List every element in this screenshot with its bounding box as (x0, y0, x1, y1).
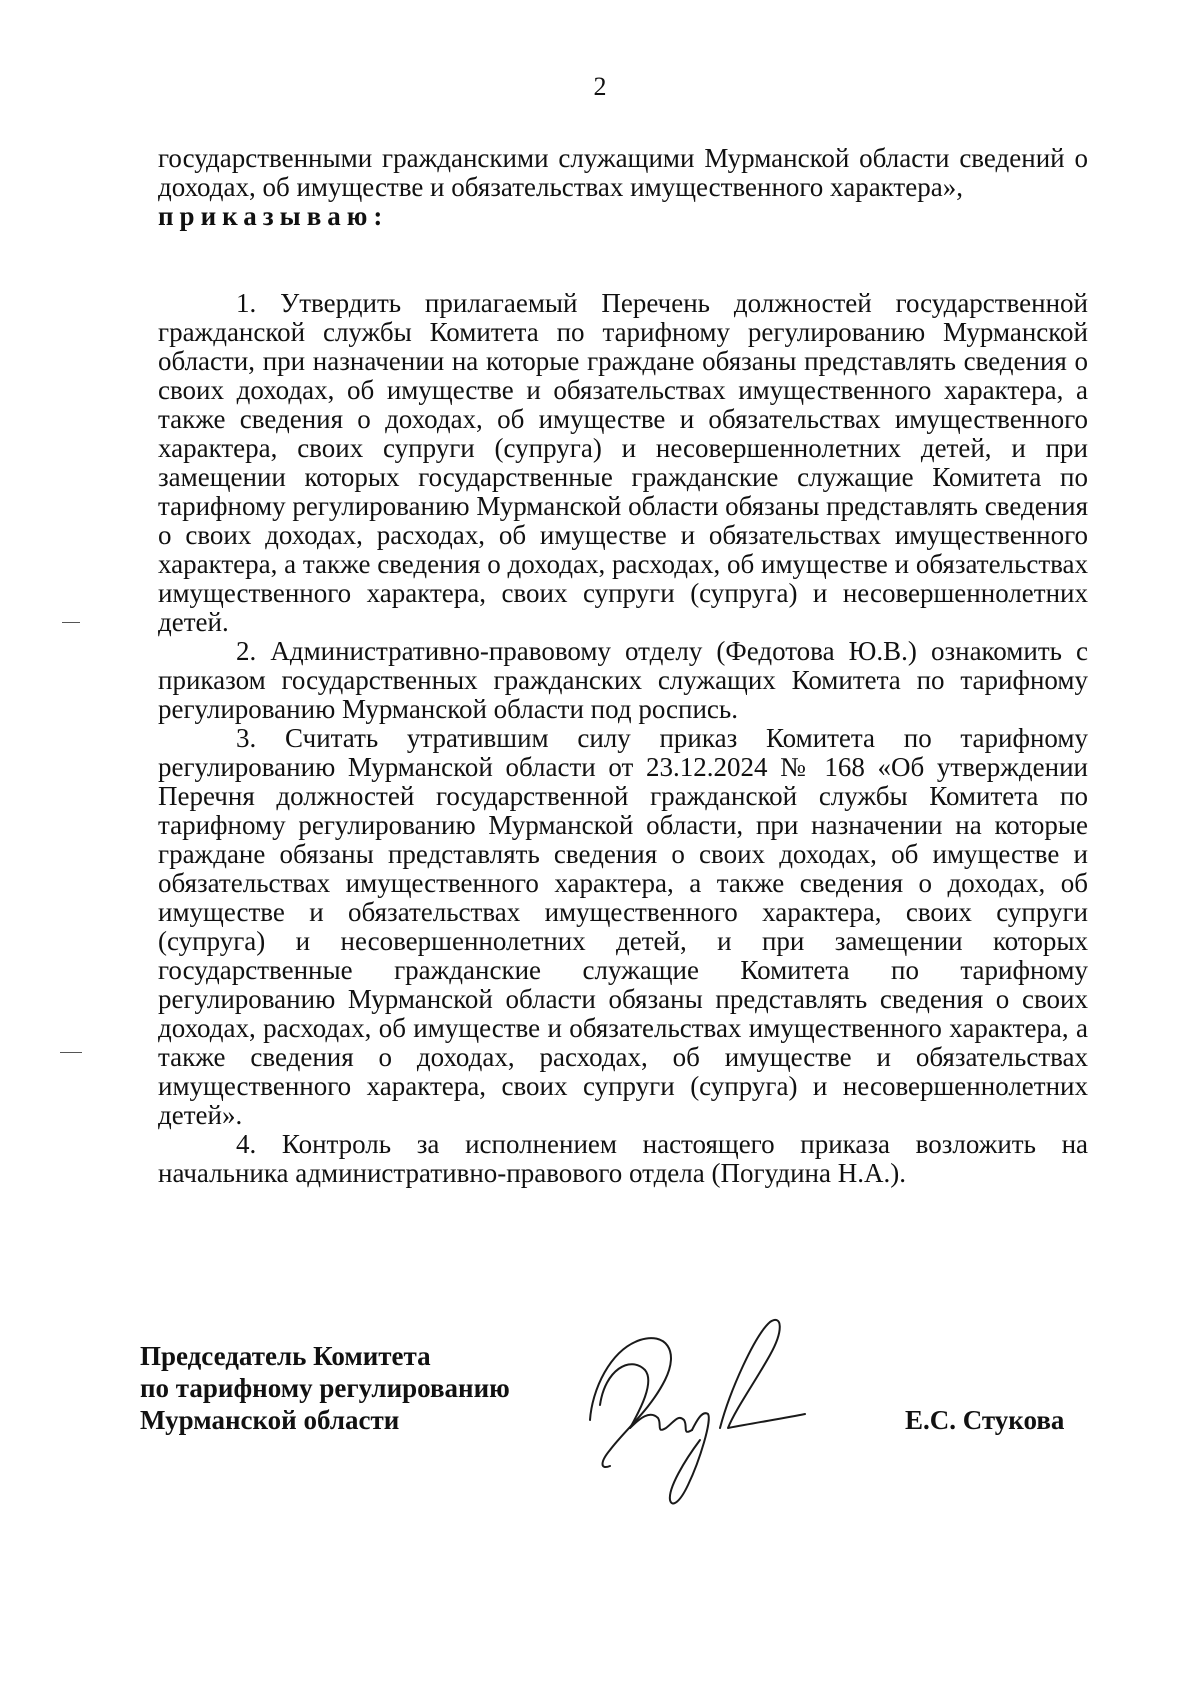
page-number: 2 (593, 72, 607, 101)
document-body (158, 144, 1088, 1188)
item-number: 4. (236, 1129, 257, 1159)
list-item-4 (158, 1130, 1088, 1188)
signatory-title-line: Председатель Комитета (140, 1341, 431, 1371)
item-text: Административно-правовому отделу (Федотова Ю.В.) ознакомить с приказом государственных гражданских служащих Комитета по тарифному регулированию Мурманской области под роспись. (158, 636, 1088, 724)
signer-name: Е.С. Стукова (905, 1405, 1065, 1435)
item-number: 3. (236, 723, 257, 753)
intro-text: государственными гражданскими служащими Мурманской области сведений о доходах, об имуществе и обязательствах имущественного характера», (158, 143, 1088, 202)
order-word: приказываю: (158, 201, 389, 231)
signatory-title-line: Мурманской области (140, 1405, 400, 1435)
signatory-title-line: по тарифному регулированию (140, 1373, 510, 1403)
item-number: 1. (236, 288, 257, 318)
item-number: 2. (236, 636, 257, 666)
list-item-2 (158, 637, 1088, 724)
item-text: Контроль за исполнением настоящего приказа возложить на начальника административно-правового отдела (Погудина Н.А.). (158, 1129, 1088, 1188)
scan-artifact-mark (60, 1052, 82, 1053)
handwritten-signature (570, 1310, 820, 1510)
item-text: Утвердить прилагаемый Перечень должностей государственной гражданской службы Комитета по тарифному регулированию Мурманской области, при назначении на которые граждане обязаны представлять сведения о своих доходах, об имуществе и обязательствах имущественного характера, а также сведения о доходах, об имуществе и обязательствах имущественного характера, своих супруги (супруга) и несовершеннолетних детей, и при замещении которых государственные гражданские служащие Комитета по тарифному регулированию Мурманской области обязаны представлять сведения о своих доходах, расходах, об имуществе и обязательствах имущественного характера, а также сведения о доходах, расходах, об имуществе и обязательствах имущественного характера, своих супруги (супруга) и несовершеннолетних детей. (158, 288, 1089, 637)
item-text: Считать утратившим силу приказ Комитета по тарифному регулированию Мурманской области от 23.12.2024 № 168 «Об утверждении Перечня должностей государственной гражданской службы Комитета по тарифному регулированию Мурманской области, при назначении на которые граждане обязаны представлять сведения о своих доходах, об имуществе и обязательствах имущественного характера, а также сведения о доходах, об имуществе и обязательствах имущественного характера, своих супруги (супруга) и несовершеннолетних детей, и при замещении которых государственные гражданские служащие Комитета по тарифному регулированию Мурманской области обязаны представлять сведения о своих доходах, расходах, об имуществе и обязательствах имущественного характера, а также сведения о доходах, расходах, об имуществе и обязательствах имущественного характера, своих супруги (супруга) и несовершеннолетних детей». (158, 723, 1088, 1130)
paragraph-gap (158, 231, 1088, 289)
scan-artifact-mark (62, 622, 80, 623)
intro-paragraph (158, 144, 1088, 231)
list-item-3 (158, 724, 1088, 1130)
list-item-1 (158, 289, 1088, 637)
signatory-title (140, 1340, 510, 1436)
